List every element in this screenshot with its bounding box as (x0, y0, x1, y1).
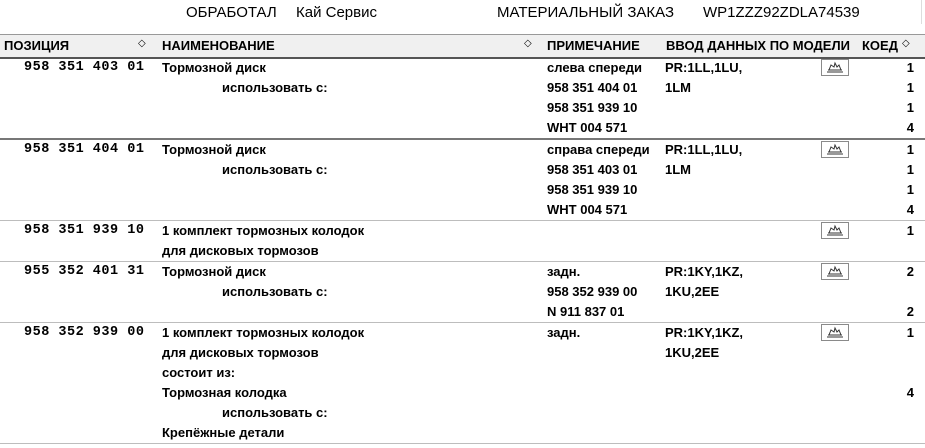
cart-icon (822, 264, 848, 279)
quantity-cell: 2 (906, 264, 914, 279)
note-cell: N 911 837 01 (547, 304, 625, 319)
model-data-cell: 1LM (665, 80, 691, 95)
note-cell: WHT 004 571 (547, 202, 628, 217)
row-line (0, 323, 925, 343)
part-name: для дисковых тормозов (162, 345, 319, 360)
cart-icon (822, 223, 848, 238)
quantity-cell: 4 (906, 202, 914, 217)
part-number: 958 352 939 00 (24, 325, 145, 340)
row-line (0, 78, 925, 98)
part-number: 955 352 401 31 (24, 264, 145, 279)
add-to-cart-button[interactable] (821, 324, 849, 341)
note-cell: слева спереди (547, 60, 642, 75)
order-label: МАТЕРИАЛЬНЫЙ ЗАКАЗ (497, 4, 675, 21)
model-data-cell: PR:1KY,1KZ, (665, 264, 744, 279)
parts-table (0, 58, 925, 444)
table-row[interactable] (0, 262, 925, 323)
table-header (0, 34, 925, 59)
sort-diamond-icon[interactable]: ◇ (524, 38, 532, 49)
model-data-cell: PR:1KY,1KZ, (665, 325, 744, 340)
note-cell: задн. (547, 325, 581, 340)
processed-label: ОБРАБОТАЛ (186, 4, 277, 21)
part-name: состоит из: (162, 365, 236, 380)
usage-label: использовать с: (222, 405, 328, 420)
model-data-cell: PR:1LL,1LU, (665, 142, 743, 157)
row-line (0, 180, 925, 200)
row-line (0, 140, 925, 160)
order-info-bar (0, 0, 925, 30)
note-cell: 958 351 939 10 (547, 100, 638, 115)
row-line (0, 343, 925, 363)
note-cell: WHT 004 571 (547, 120, 628, 135)
quantity-cell: 1 (906, 162, 914, 177)
part-name: для дисковых тормозов (162, 243, 319, 258)
row-line (0, 160, 925, 180)
model-data-cell: PR:1LL,1LU, (665, 60, 743, 75)
quantity-cell: 1 (906, 100, 914, 115)
row-line (0, 58, 925, 78)
quantity-cell: 1 (906, 223, 914, 238)
processor-name: Кай Сервис (296, 4, 377, 21)
row-line (0, 262, 925, 282)
model-data-cell: 1KU,2EE (665, 284, 720, 299)
row-line (0, 423, 925, 443)
part-number: 958 351 404 01 (24, 142, 145, 157)
add-to-cart-button[interactable] (821, 222, 849, 239)
cart-icon (822, 60, 848, 75)
note-cell: 958 352 939 00 (547, 284, 638, 299)
row-line (0, 282, 925, 302)
row-line (0, 302, 925, 322)
cart-icon (822, 325, 848, 340)
row-line (0, 241, 925, 261)
part-number: 958 351 939 10 (24, 223, 145, 238)
part-name: Тормозной диск (162, 60, 266, 75)
usage-label: использовать с: (222, 162, 328, 177)
row-line (0, 221, 925, 241)
scrollbar-stub[interactable] (921, 0, 925, 24)
row-line (0, 403, 925, 423)
part-number: 958 351 403 01 (24, 60, 145, 75)
column-header-model-data[interactable]: ВВОД ДАННЫХ ПО МОДЕЛИ (666, 38, 850, 53)
quantity-cell: 4 (906, 120, 914, 135)
table-row[interactable] (0, 140, 925, 221)
part-name: 1 комплект тормозных колодок (162, 325, 365, 340)
quantity-cell: 1 (906, 80, 914, 95)
vin-number: WP1ZZZ92ZDLA74539 (703, 4, 860, 21)
column-header-note[interactable]: ПРИМЕЧАНИЕ (547, 38, 640, 53)
column-header-position[interactable]: ПОЗИЦИЯ (4, 38, 70, 53)
part-name: Крепёжные детали (162, 425, 285, 440)
quantity-cell: 2 (906, 304, 914, 319)
note-cell: справа спереди (547, 142, 650, 157)
note-cell: 958 351 939 10 (547, 182, 638, 197)
row-line (0, 363, 925, 383)
table-row[interactable] (0, 323, 925, 444)
quantity-cell: 1 (906, 182, 914, 197)
add-to-cart-button[interactable] (821, 59, 849, 76)
row-line (0, 383, 925, 403)
part-name: Тормозная колодка (162, 385, 287, 400)
column-header-name[interactable]: НАИМЕНОВАНИЕ (162, 38, 275, 53)
part-name: Тормозной диск (162, 142, 266, 157)
column-header-qty[interactable]: КОЕД (862, 38, 898, 53)
usage-label: использовать с: (222, 284, 328, 299)
row-line (0, 200, 925, 220)
note-cell: задн. (547, 264, 581, 279)
quantity-cell: 1 (906, 142, 914, 157)
sort-diamond-icon[interactable]: ◇ (902, 38, 910, 49)
part-name: Тормозной диск (162, 264, 266, 279)
usage-label: использовать с: (222, 80, 328, 95)
note-cell: 958 351 403 01 (547, 162, 638, 177)
table-row[interactable] (0, 221, 925, 262)
quantity-cell: 1 (906, 325, 914, 340)
part-name: 1 комплект тормозных колодок (162, 223, 365, 238)
cart-icon (822, 142, 848, 157)
add-to-cart-button[interactable] (821, 141, 849, 158)
table-row[interactable] (0, 58, 925, 140)
model-data-cell: 1KU,2EE (665, 345, 720, 360)
quantity-cell: 1 (906, 60, 914, 75)
quantity-cell: 4 (906, 385, 914, 400)
row-line (0, 118, 925, 138)
sort-diamond-icon[interactable]: ◇ (138, 38, 146, 49)
model-data-cell: 1LM (665, 162, 691, 177)
note-cell: 958 351 404 01 (547, 80, 638, 95)
row-line (0, 98, 925, 118)
add-to-cart-button[interactable] (821, 263, 849, 280)
